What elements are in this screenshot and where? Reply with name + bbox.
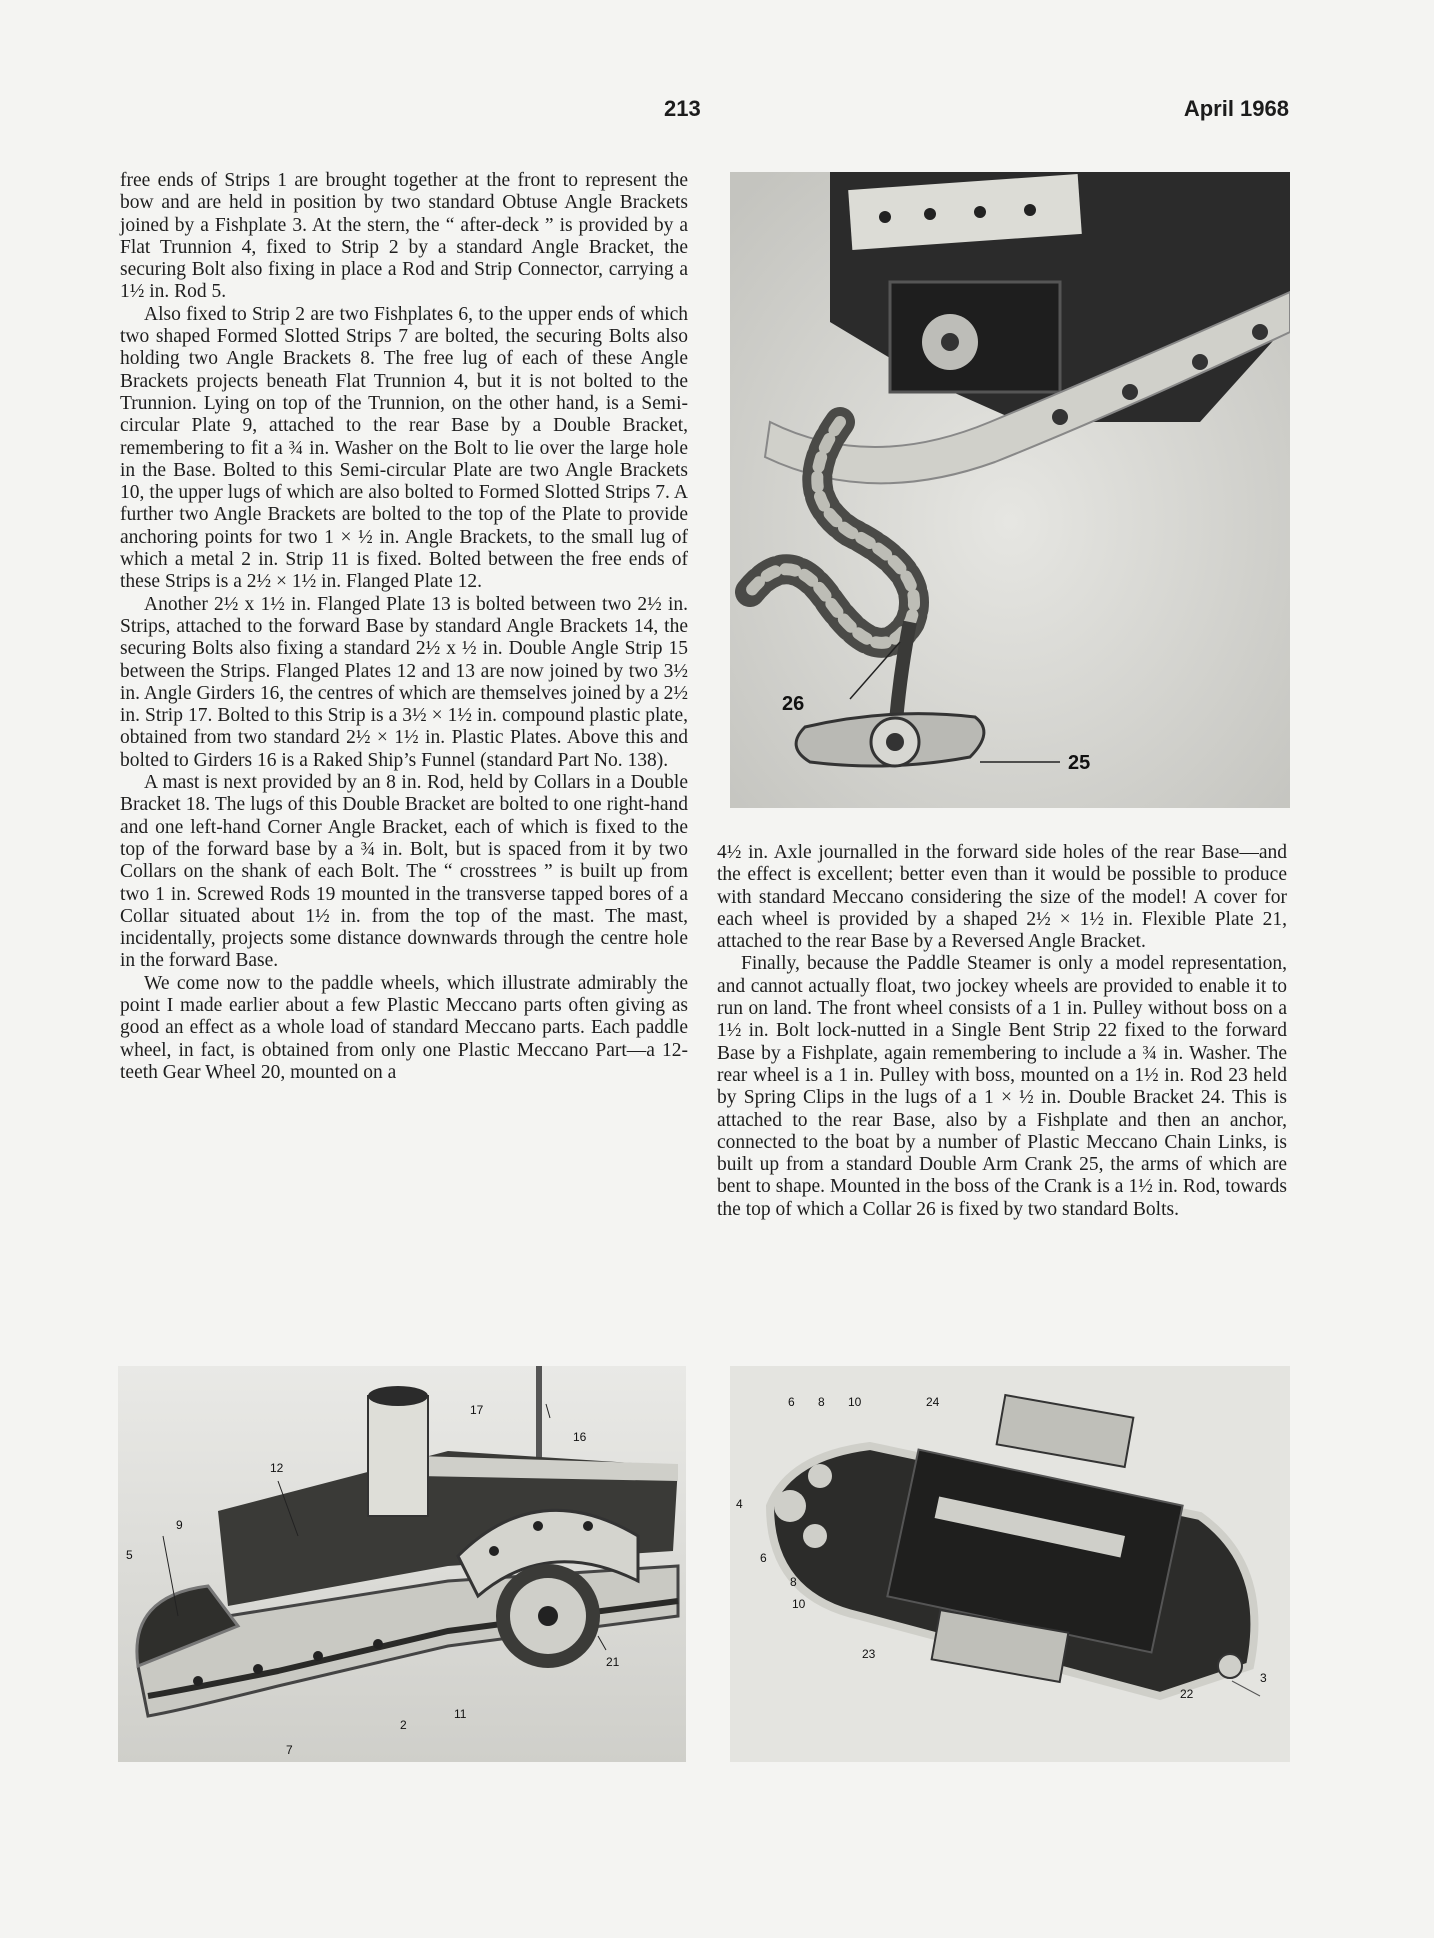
figure-label: 10 [792,1597,806,1611]
figure-label: 26 [782,693,805,715]
figure-label: 3 [1260,1671,1267,1685]
right-text-column [717,842,1287,1221]
figure-label: 8 [790,1575,797,1589]
page-number: 213 [664,96,701,121]
figure-label: 5 [126,1548,133,1562]
figure-label: 6 [760,1551,767,1565]
steamer-side-photo [118,1366,686,1762]
paragraph: free ends of Strips 1 are brought together at the front to represent the bow and are held in position by two standard Obtuse Angle Brackets joined by a Fishplate 3. At the stern, the “ after-deck ” is provided by a Flat Trunnion 4, fixed to Strip 2 by a standard Angle Bracket, the securing Bolt also fixing in place a Rod and Strip Connector, carrying a 1½ in. Rod 5. [120,170,688,303]
figure-label: 24 [926,1395,940,1409]
figure-label: 21 [606,1655,620,1669]
figure-label: 12 [270,1461,284,1475]
figure-label: 25 [1068,752,1091,774]
anchor-chain-illustration [730,172,1290,808]
figure-label: 16 [573,1430,587,1444]
figure-label: 10 [848,1395,862,1409]
figure-label: 7 [286,1743,293,1757]
issue-date: April 1968 [1183,96,1289,121]
figure-label: 11 [454,1707,467,1721]
steamer-underside-photo [730,1366,1290,1762]
steamer-underside-illustration [730,1366,1290,1762]
figure-label: 23 [862,1647,876,1661]
figure-label: 6 [788,1395,795,1409]
figure-label: 2 [400,1718,407,1732]
paragraph: A mast is next provided by an 8 in. Rod, held by Collars in a Double Bracket 18. The lugs of this Double Bracket are bolted to one right-hand and one left-hand Corner Angle Bracket, each of which is fixed to the top of the forward base by a ¾ in. Bolt, but is spaced from it by two Collars on the shank of each Bolt. The “ crosstrees ” is built up from two 1 in. Screwed Rods 19 mounted in the transverse tapped bores of a Collar situated about 1½ in. from the top of the mast. The mast, incidentally, projects some distance downwards through the centre hole in the forward Base. [120,772,688,972]
anchor-chain-photo [730,172,1290,808]
paragraph: Finally, because the Paddle Steamer is only a model representation, and cannot actually float, two jockey wheels are provided to enable it to run on land. The front wheel consists of a 1 in. Pulley without boss on a 1½ in. Bolt lock-nutted in a Single Bent Strip 22 fixed to the forward Base by a Fishplate, again remembering to include a ¾ in. Washer. The rear wheel is a 1 in. Pulley with boss, mounted on a 1½ in. Rod 23 held by Spring Clips in the lugs of a 1 × ½ in. Double Bracket 24. This is attached to the rear Base, also by a Fishplate and then an anchor, connected to the boat by a number of Plastic Meccano Chain Links, is built up from a standard Double Arm Crank 25, the arms of which are bent to shape. Mounted in the boss of the Crank is a 1½ in. Rod, towards the top of which a Collar 26 is fixed by two standard Bolts. [717,953,1287,1220]
figure-label: 17 [470,1403,484,1417]
paragraph: We come now to the paddle wheels, which illustrate admirably the point I made earlier about a few Plastic Meccano parts often giving as good an effect as a whole load of standard Meccano parts. Each paddle wheel, in fact, is obtained from only one Plastic Meccano Part—a 12-teeth Gear Wheel 20, mounted on a [120,972,688,1083]
figure-label: 8 [818,1395,825,1409]
paragraph: Also fixed to Strip 2 are two Fishplates 6, to the upper ends of which two shaped Formed Slotted Strips 7 are bolted, the securing Bolts also holding two Angle Brackets 8. The free lug of each of these Angle Brackets projects beneath Flat Trunnion 4, but it is not bolted to the Trunnion. Lying on top of the Trunnion, on the other hand, is a Semi-circular Plate 9, attached to the rear Base by a Double Bracket, remembering to fit a ¾ in. Washer on the Bolt to lie over the large hole in the Base. Bolted to this Semi-circular Plate are two Angle Brackets 10, the upper lugs of which are also bolted to Formed Slotted Strips 7. A further two Angle Brackets are bolted to the top of the Plate to provide anchoring points for two 1 × ½ in. Angle Brackets, to the small lug of which a metal 2 in. Strip 11 is fixed. Bolted between the free ends of these Strips is a 2½ × 1½ in. Flanged Plate 12. [120,303,688,593]
figure-label: 22 [1180,1687,1194,1701]
paragraph: Another 2½ x 1½ in. Flanged Plate 13 is bolted between two 2½ in. Strips, attached to the forward Base by standard Angle Brackets 14, the securing Bolts also fixing a standard 2½ x ½ in. Double Angle Strip 15 between the Strips. Flanged Plates 12 and 13 are now joined by two 3½ in. Angle Girders 16, the centres of which are themselves joined by a 2½ in. Strip 17. Bolted to this Strip is a 3½ × 1½ in. compound plastic plate, obtained from two standard 2½ × 1½ in. Plastic Plates. Above this and bolted to Girders 16 is a Raked Ship’s Funnel (standard Part No. 138). [120,593,688,771]
paragraph: 4½ in. Axle journalled in the forward side holes of the rear Base—and the effect is excellent; better even than it would be possible to produce with standard Meccano considering the size of the model! A cover for each wheel is provided by a shaped 2½ × 1½ in. Flexible Plate 21, attached to the rear Base by a Reversed Angle Bracket. [717,842,1287,953]
figure-label: 9 [176,1518,183,1532]
figure-label: 4 [736,1497,743,1511]
left-text-column [120,170,688,1084]
steamer-side-illustration [118,1366,686,1762]
